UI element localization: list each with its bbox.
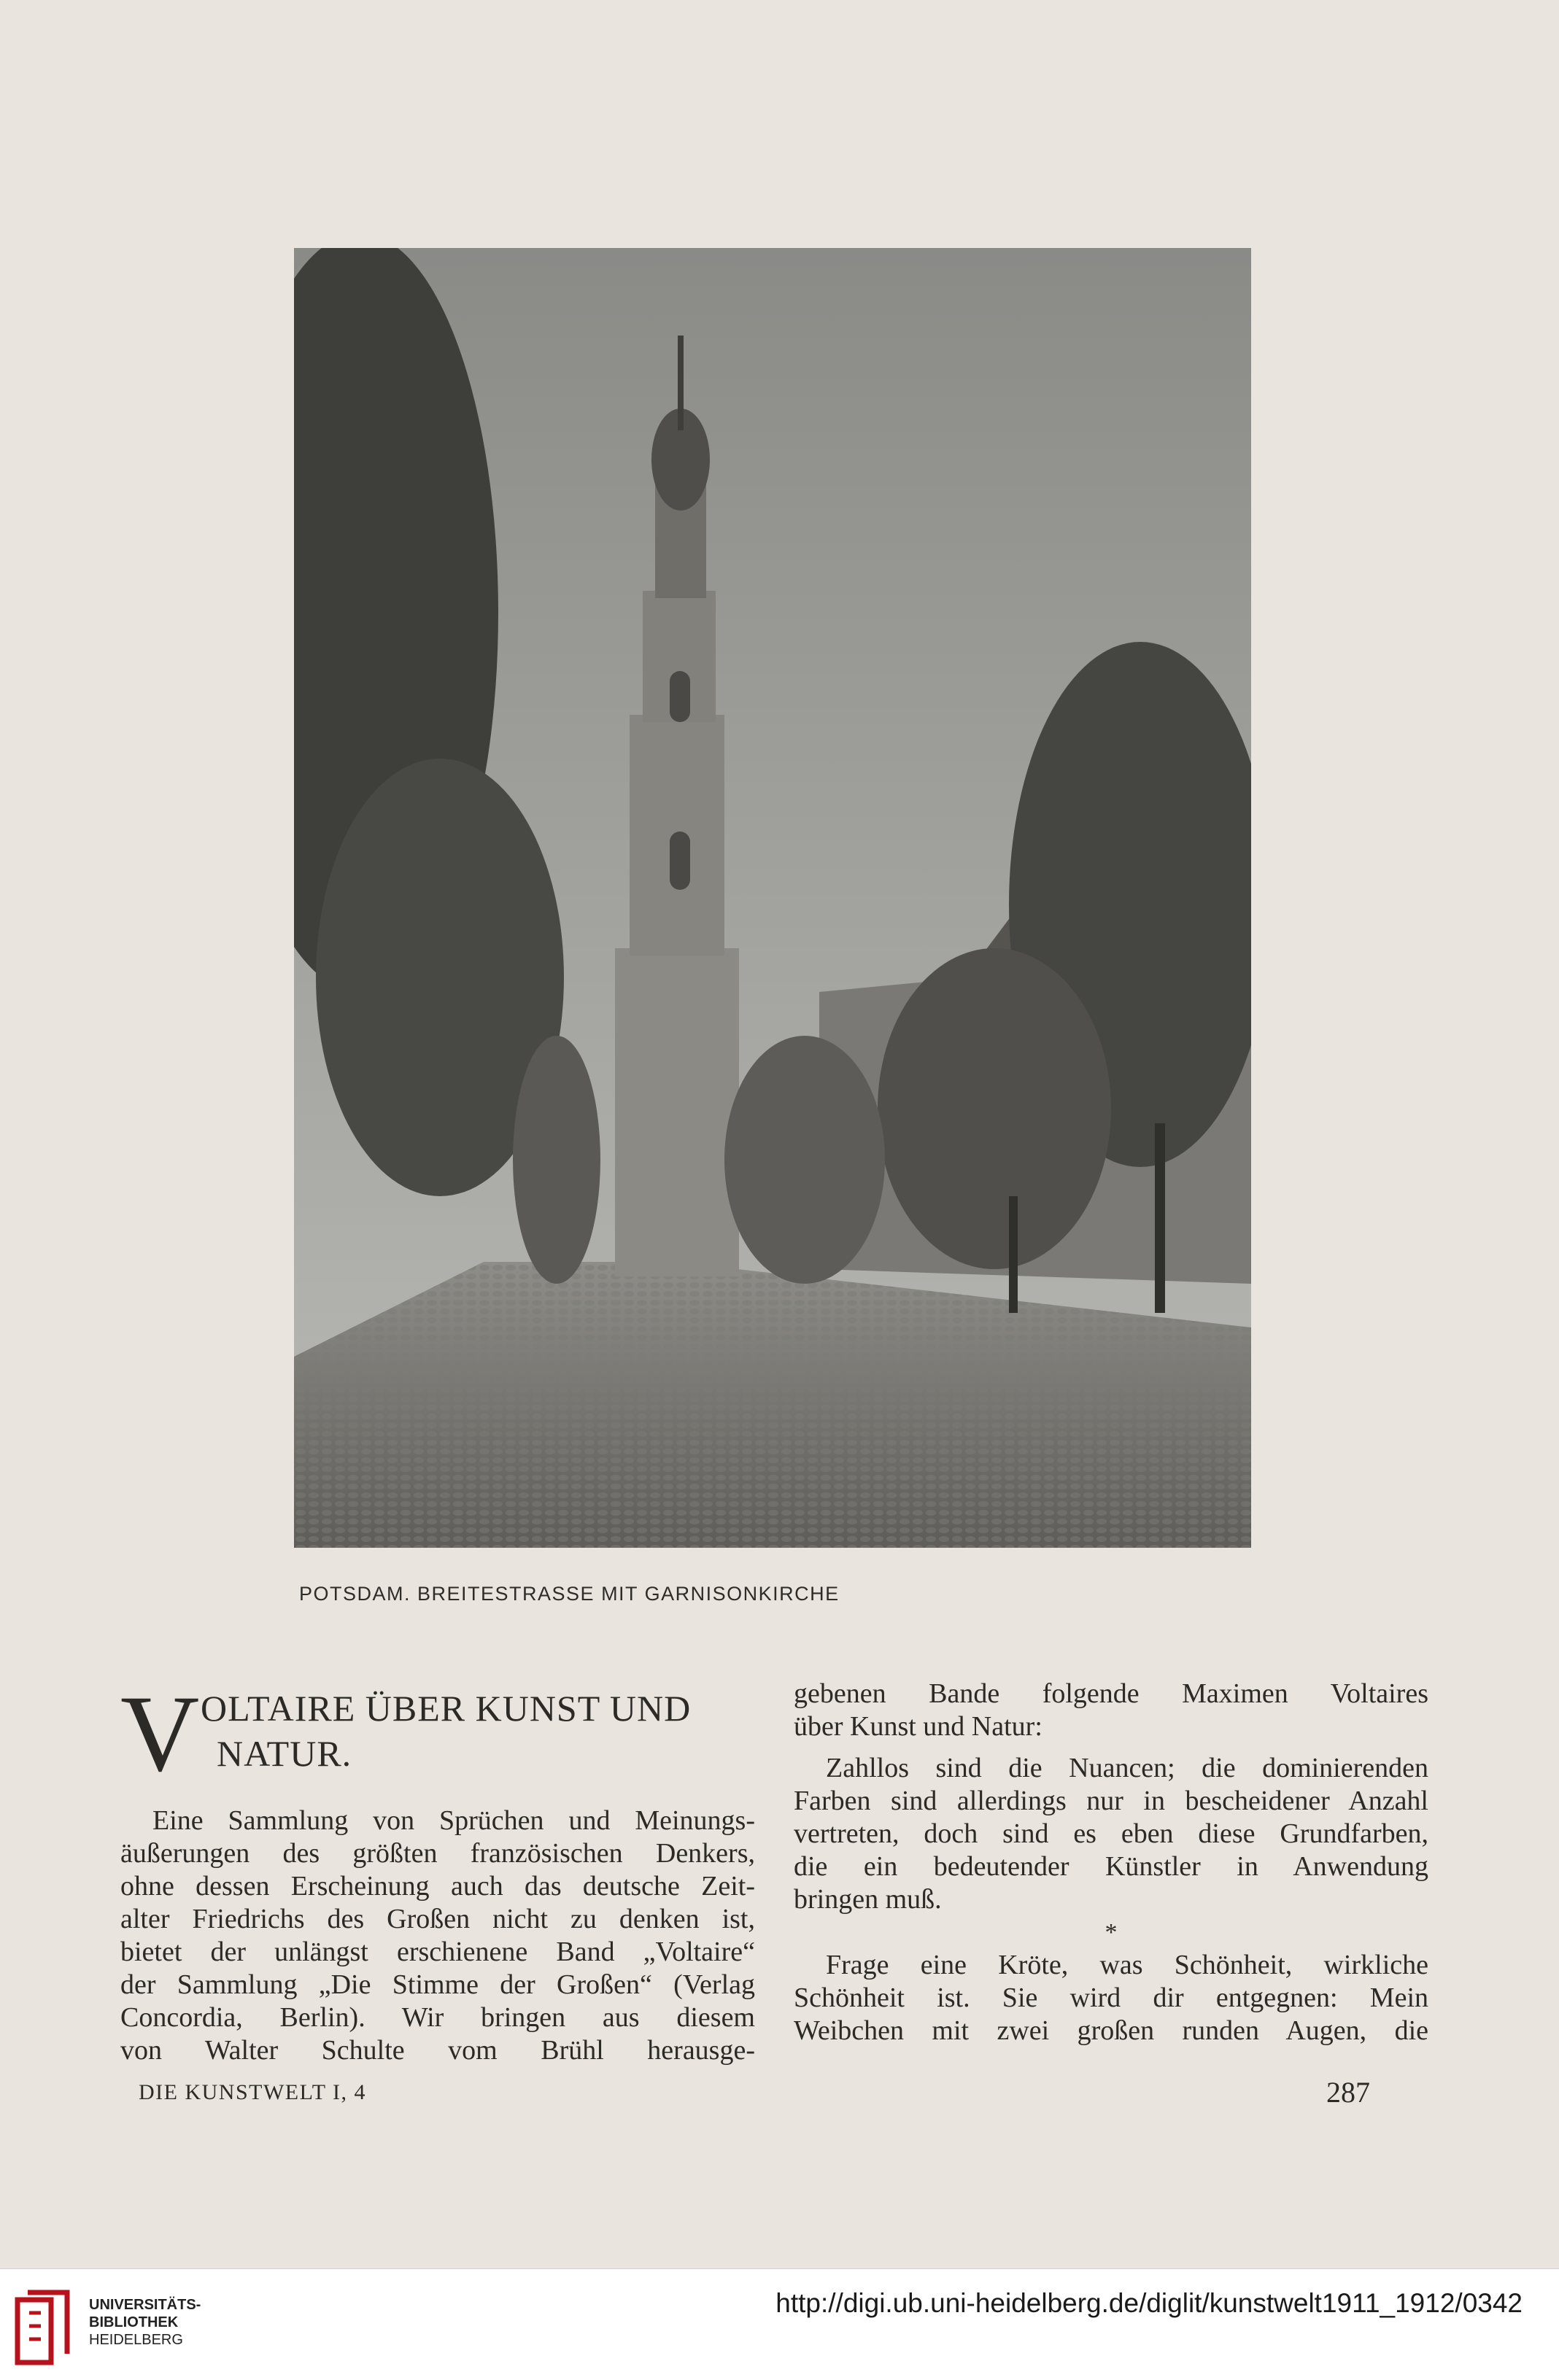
photo-caption: POTSDAM. BREITESTRASSE MIT GARNISONKIRCHE [299, 1583, 840, 1605]
church-photograph [294, 248, 1251, 1548]
text-line: Schönheit ist. Sie wird dir entgegnen: Mein [794, 1982, 1428, 2013]
text-line: Concordia, Berlin). Wir bringen aus diesem [120, 2002, 755, 2033]
garnisonkirche-street-scene [294, 248, 1251, 1548]
library-bar [0, 2268, 1559, 2380]
article-headline [120, 1673, 755, 1800]
text-line: äußerungen des größten französischen Denkers, [120, 1838, 755, 1869]
permalink-url[interactable]: http://digi.ub.uni-heidelberg.de/diglit/kunstwelt1911_1912/0342 [775, 2288, 1523, 2318]
text-line: bringen muß. [794, 1884, 942, 1915]
library-name [89, 2296, 201, 2349]
library-logo-icon [15, 2284, 74, 2365]
text-line: gebenen Bande folgende Maximen Voltaires [794, 1678, 1428, 1709]
text-line: Farben sind allerdings nur in bescheidener Anzahl [794, 1786, 1428, 1816]
text-line: Zahllos sind die Nuancen; die dominierenden [826, 1753, 1428, 1783]
text-line: Weibchen mit zwei großen runden Augen, die [794, 2015, 1428, 2046]
article-left-column [120, 1673, 755, 2067]
text-line: die ein bedeutender Künstler in Anwendung [794, 1851, 1428, 1882]
headline-line-2: NATUR. [217, 1733, 352, 1774]
text-line: Frage eine Kröte, was Schönheit, wirkliche [826, 1950, 1428, 1980]
text-line: Eine Sammlung von Sprüchen und Meinungs- [152, 1805, 755, 1836]
section-separator: * [1105, 1919, 1118, 1946]
library-name-line-3: HEIDELBERG [89, 2332, 183, 2348]
drop-cap: V [120, 1673, 200, 1794]
article-right-column [794, 1678, 1428, 2047]
text-line: von Walter Schulte vom Brühl herausge- [120, 2035, 755, 2066]
text-line: über Kunst und Natur: [794, 1711, 1042, 1742]
page-number: 287 [1326, 2076, 1370, 2109]
journal-footer: DIE KUNSTWELT I, 4 [139, 2080, 366, 2104]
text-line: vertreten, doch sind es eben diese Grundfarben, [794, 1818, 1428, 1849]
text-line: bietet der unlängst erschienene Band „Voltaire“ [120, 1937, 755, 1967]
library-name-line-2: BIBLIOTHEK [89, 2314, 179, 2330]
text-line: der Sammlung „Die Stimme der Großen“ (Verlag [120, 1969, 755, 2000]
text-line: alter Friedrichs des Großen nicht zu denken ist, [120, 1904, 755, 1934]
library-name-line-1: UNIVERSITÄTS- [89, 2297, 201, 2313]
text-line: ohne dessen Erscheinung auch das deutsche Zeit- [120, 1871, 755, 1902]
headline-line-1: OLTAIRE ÜBER KUNST UND [201, 1688, 692, 1729]
